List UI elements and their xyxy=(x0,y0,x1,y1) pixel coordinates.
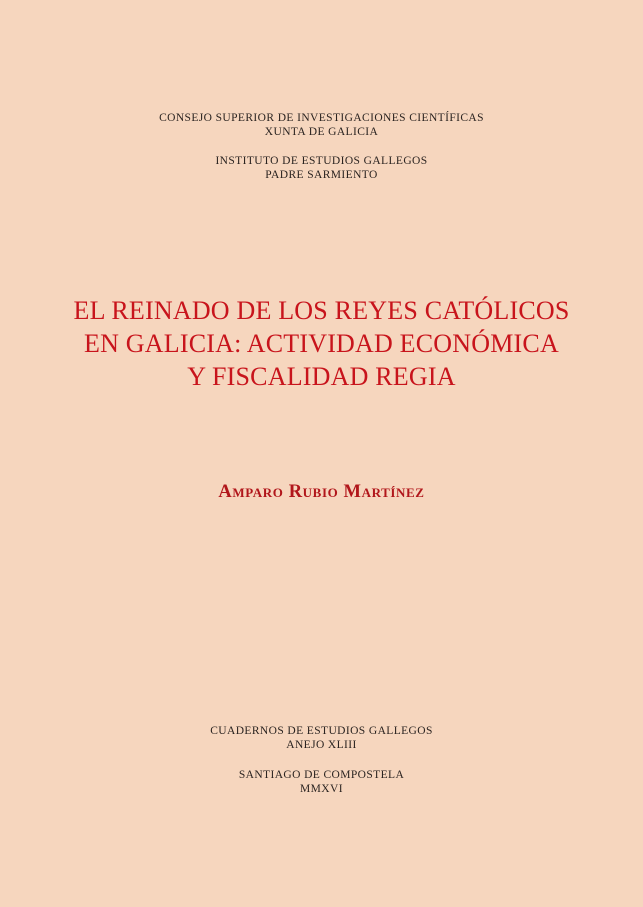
institute-line-sarmiento: PADRE SARMIENTO xyxy=(265,169,378,181)
imprint-line-place: SANTIAGO DE COMPOSTELA xyxy=(238,769,405,781)
book-title-line-3: Y FISCALIDAD REGIA xyxy=(187,362,456,391)
author-name: Amparo Rubio Martínez xyxy=(218,482,425,502)
series-line-cuadernos: CUADERNOS DE ESTUDIOS GALLEGOS xyxy=(210,725,433,737)
book-title-line-2: EN GALICIA: ACTIVIDAD ECONÓMICA xyxy=(84,329,559,358)
institute-block xyxy=(0,154,643,182)
imprint-block xyxy=(0,768,643,796)
institute-line-ieg: INSTITUTO DE ESTUDIOS GALLEGOS xyxy=(215,155,428,167)
imprint-line-year: MMXVI xyxy=(300,783,343,795)
series-block xyxy=(0,724,643,752)
book-title xyxy=(0,294,643,393)
institution-block xyxy=(0,111,643,139)
institution-line-csic: CONSEJO SUPERIOR DE INVESTIGACIONES CIENTÍFICAS xyxy=(159,112,484,124)
book-title-line-1: EL REINADO DE LOS REYES CATÓLICOS xyxy=(73,296,570,325)
series-line-anejo: ANEJO XLIII xyxy=(286,739,357,751)
institution-line-xunta: XUNTA DE GALICIA xyxy=(264,126,379,138)
